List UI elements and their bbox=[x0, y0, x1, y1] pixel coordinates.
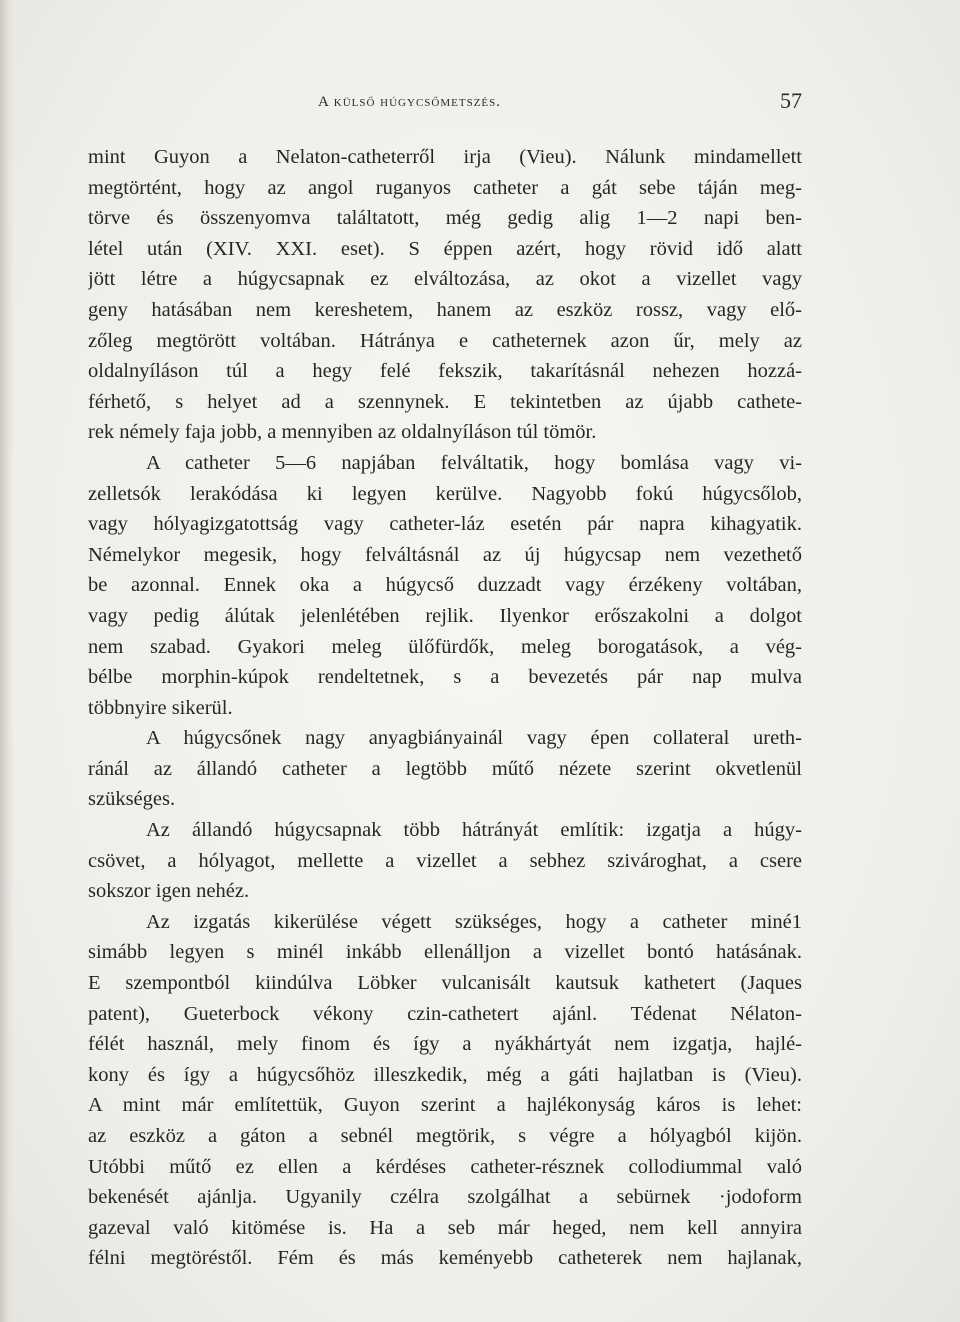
text-line: E szempontból kiindúlva Löbker vulcanisált kautsuk kathetert (Jaques bbox=[88, 972, 802, 995]
text-line: létel után (XIV. XXI. eset). S éppen azért, hogy rövid idő alatt bbox=[88, 237, 802, 260]
text-line: megtörtént, hogy az angol ruganyos catheter a gát sebe táján meg- bbox=[88, 176, 802, 199]
text-line: zőleg megtörött voltában. Hátránya e catheternek azon űr, mely az bbox=[88, 329, 802, 352]
text-line: vagy hólyagizgatottság vagy catheter-láz esetén pár napra kihagyatik. bbox=[88, 513, 802, 536]
page-edge-shadow bbox=[0, 0, 14, 1322]
text-line: A mint már említettük, Guyon szerint a hajlékonyság káros is lehet: bbox=[88, 1094, 802, 1117]
text-line: simább legyen s minél inkább ellenálljon a vizellet bontó hatásának. bbox=[88, 941, 802, 964]
text-line: az eszköz a gáton a sebnél megtörik, s végre a hólyagból kijön. bbox=[88, 1125, 802, 1147]
text-line: félni megtöréstől. Fém és más keményebb catheterek nem hajlanak, bbox=[88, 1247, 802, 1270]
text-line: többnyire sikerül. bbox=[88, 696, 233, 719]
text-line: Utóbbi műtő ez ellen a kérdéses catheter-résznek collodiummal való bbox=[88, 1155, 802, 1178]
text-line: szükséges. bbox=[88, 788, 176, 811]
text-line: törve és összenyomva találtatott, még gedig alig 1—2 napi ben- bbox=[88, 207, 802, 230]
text-line: Némelykor megesik, hogy felváltásnál az új húgycsap nem vezethető bbox=[88, 543, 802, 566]
text-line: geny hatásában nem kereshetem, hanem az eszköz rossz, vagy elő- bbox=[88, 298, 802, 321]
paragraph-first-line: A húgycsőnek nagy anyagbiányainál vagy épen collateral ureth- bbox=[146, 727, 802, 750]
text-line: jött létre a húgycsapnak ez elváltozása, az okot a vizellet vagy bbox=[88, 268, 802, 291]
text-line: sokszor igen nehéz. bbox=[88, 880, 250, 903]
text-line: oldalnyíláson túl a hegy felé fekszik, takarításnál nehezen hozzá- bbox=[88, 360, 802, 383]
paragraph-first-line: Az izgatás kikerülése végett szükséges, hogy a catheter miné1 bbox=[146, 910, 802, 933]
text-line: patent), Gueterbock vékony czin-cathetert ajánl. Tédenat Nélaton- bbox=[88, 1002, 802, 1025]
text-line: be azonnal. Ennek oka a húgycső duzzadt vagy érzékeny voltában, bbox=[88, 574, 802, 597]
text-line: gazeval való kitömése is. Ha a seb már heged, nem kell annyira bbox=[88, 1216, 802, 1239]
paragraph-first-line: Az állandó húgycsapnak több hátrányát említik: izgatja a húgy- bbox=[146, 819, 802, 842]
running-head: A külső húgycsőmetszés. bbox=[318, 94, 501, 110]
text-line: bekenését ajánlja. Ugyanily czélra szolgálhat a sebürnek ·jodoform bbox=[88, 1186, 802, 1209]
text-line: ránál az állandó catheter a legtöbb műtő nézete szerint okvetlenül bbox=[88, 757, 802, 780]
text-line: kony és így a húgycsőhöz illeszkedik, még a gáti hajlatban is (Vieu). bbox=[88, 1063, 802, 1086]
page-number: 57 bbox=[780, 88, 802, 113]
text-line: nem szabad. Gyakori meleg ülőfürdők, meleg borogatások, a vég- bbox=[88, 635, 802, 658]
text-line: vagy pedig álútak jelenlétében rejlik. Ilyenkor erőszakolni a dolgot bbox=[88, 604, 802, 627]
paragraph-first-line: A catheter 5—6 napjában felváltatik, hogy bomlása vagy vi- bbox=[146, 451, 802, 474]
text-line: férhető, s helyet ad a szennynek. E tekintetben az újabb cathete- bbox=[88, 390, 802, 413]
page-header bbox=[88, 88, 802, 118]
text-line: zelletsók lerakódása ki legyen kerülve. Nagyobb fokú húgycsőlob, bbox=[88, 482, 802, 505]
text-line: mint Guyon a Nelaton-catheterről irja (Vieu). Nálunk mindamellett bbox=[88, 146, 802, 168]
text-line: bélbe morphin-kúpok rendeltetnek, s a bevezetés pár nap mulva bbox=[88, 666, 802, 689]
text-line: csövet, a hólyagot, mellette a vizellet a sebhez szivároghat, a csere bbox=[88, 849, 802, 872]
text-line: rek némely faja jobb, a mennyiben az oldalnyíláson túl tömör. bbox=[88, 421, 597, 444]
text-line: félét használ, mely finom és így a nyákhártyát nem izgatja, hajlé- bbox=[88, 1033, 802, 1056]
body-text bbox=[88, 142, 802, 1274]
